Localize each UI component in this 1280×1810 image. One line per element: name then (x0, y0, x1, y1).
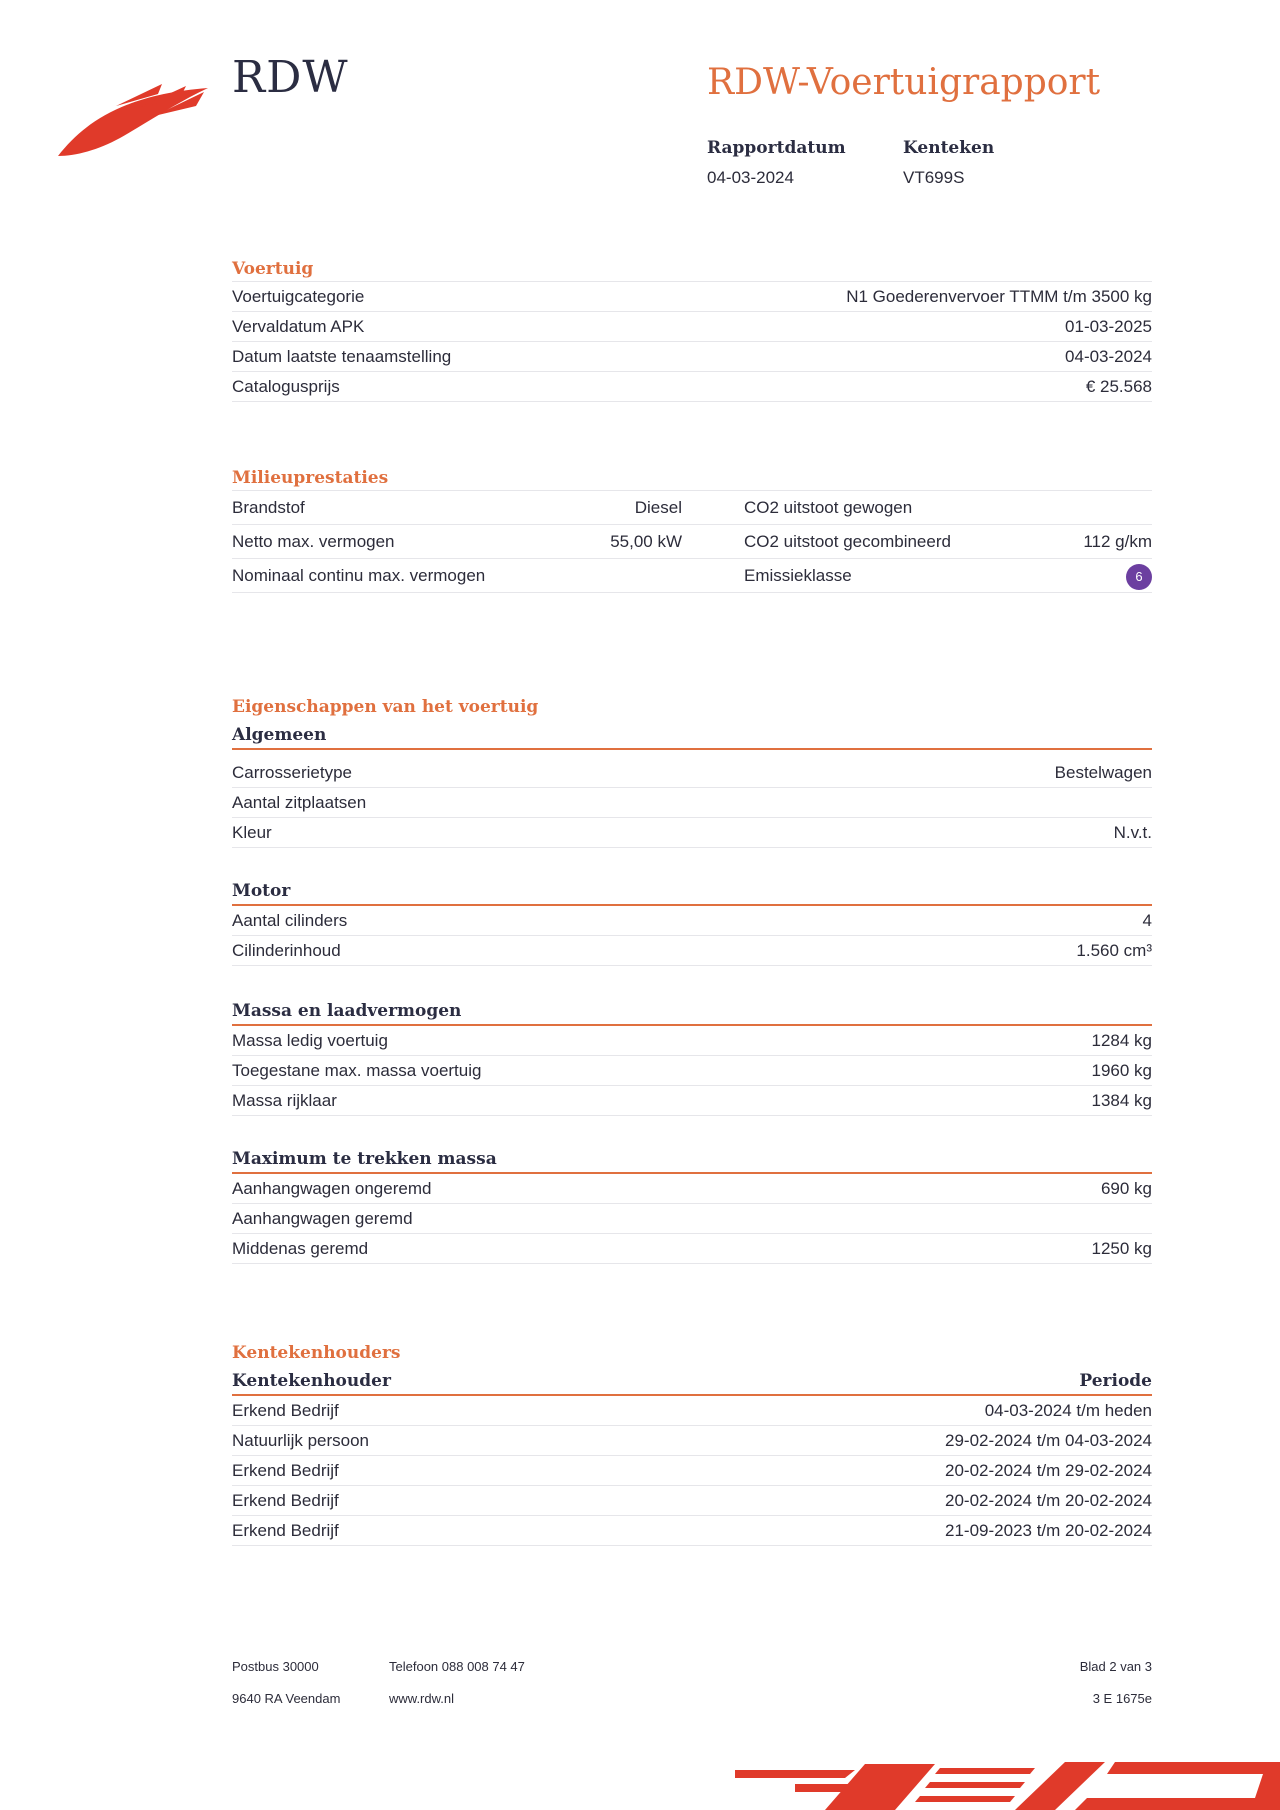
row-label: Aanhangwagen geremd (232, 1209, 413, 1228)
owner-holder: Erkend Bedrijf (232, 1491, 339, 1510)
plate-value: VT699S (903, 168, 965, 187)
row-value: 1284 kg (1091, 1031, 1152, 1050)
footer-address-line2: 9640 RA Veendam (232, 1691, 341, 1706)
row-label: Carrosserietype (232, 763, 352, 782)
row-label: Datum laatste tenaamstelling (232, 347, 452, 366)
general-subtitle: Algemeen (232, 720, 1152, 750)
row-value: Bestelwagen (1054, 763, 1152, 782)
environment-section-title: Milieuprestaties (232, 465, 1152, 491)
row-value: 4 (1142, 911, 1152, 930)
owner-period: 29-02-2024 t/m 04-03-2024 (945, 1431, 1152, 1450)
table-row (232, 372, 1152, 402)
table-row (232, 1234, 1152, 1264)
table-row (232, 758, 1152, 788)
report-title: RDW-Voertuigrapport (707, 62, 1101, 103)
environment-section (232, 465, 1152, 593)
row-value: 112 g/km (1083, 532, 1152, 551)
plate-label: Kenteken (903, 138, 995, 158)
footer-doc-code: 3 E 1675e (1092, 1691, 1152, 1706)
row-label: CO2 uitstoot gewogen (744, 498, 913, 517)
plate-block (903, 138, 994, 188)
table-row (232, 1056, 1152, 1086)
row-label: Emissieklasse (744, 566, 852, 585)
properties-section (232, 694, 1152, 1264)
engine-subtitle: Motor (232, 876, 1152, 906)
table-row (232, 1396, 1152, 1426)
table-row (232, 312, 1152, 342)
table-row (232, 491, 1152, 525)
owners-header-row (232, 1366, 1152, 1396)
row-value (602, 559, 682, 592)
row-value: 1960 kg (1091, 1061, 1152, 1080)
row-label: CO2 uitstoot gecombineerd (744, 532, 951, 551)
row-value: 1250 kg (1091, 1239, 1152, 1258)
emission-class-badge: 6 (1126, 564, 1152, 590)
table-row (232, 1174, 1152, 1204)
owners-section-title: Kentekenhouders (232, 1343, 401, 1363)
row-label: Netto max. vermogen (232, 532, 395, 551)
table-row (232, 936, 1152, 966)
col-period-header: Periode (1079, 1371, 1152, 1391)
row-value: Diesel (634, 498, 682, 517)
row-label: Massa rijklaar (232, 1091, 337, 1110)
footer-address (232, 1658, 340, 1722)
row-label: Aantal cilinders (232, 911, 348, 930)
table-row (232, 1486, 1152, 1516)
row-label: Kleur (232, 823, 272, 842)
row-value: 1.560 cm³ (1076, 941, 1152, 960)
emission-class-cell (1032, 559, 1152, 592)
report-date-block (707, 138, 846, 188)
owner-holder: Erkend Bedrijf (232, 1401, 339, 1420)
mass-subtitle: Massa en laadvermogen (232, 996, 1152, 1026)
owner-holder: Erkend Bedrijf (232, 1461, 339, 1480)
row-value: N1 Goederenvervoer TTMM t/m 3500 kg (846, 287, 1152, 306)
row-value: 04-03-2024 (1065, 347, 1152, 366)
owner-holder: Erkend Bedrijf (232, 1521, 339, 1540)
owner-period: 21-09-2023 t/m 20-02-2024 (945, 1521, 1152, 1540)
owner-holder: Natuurlijk persoon (232, 1431, 370, 1450)
table-row (232, 1026, 1152, 1056)
col-holder-header: Kentekenhouder (232, 1371, 391, 1391)
table-row (232, 1204, 1152, 1234)
row-value: 01-03-2025 (1065, 317, 1152, 336)
brand-name: RDW (232, 52, 349, 103)
row-value: 690 kg (1100, 1179, 1152, 1198)
towing-subtitle: Maximum te trekken massa (232, 1144, 1152, 1174)
row-value (1032, 491, 1152, 524)
footer-page-number: Blad 2 van 3 (1079, 1659, 1152, 1674)
owner-period: 04-03-2024 t/m heden (984, 1401, 1152, 1420)
table-row (232, 1516, 1152, 1546)
table-row (232, 559, 1152, 593)
row-label: Cilinderinhoud (232, 941, 341, 960)
table-row (232, 1456, 1152, 1486)
row-value: € 25.568 (1085, 377, 1152, 396)
footer-website-link[interactable]: www.rdw.nl (389, 1691, 455, 1706)
row-label: Aantal zitplaatsen (232, 793, 367, 812)
row-value: N.v.t. (1113, 823, 1152, 842)
row-label: Voertuigcategorie (232, 287, 365, 306)
table-row (232, 282, 1152, 312)
table-row (232, 1426, 1152, 1456)
footer-phone: Telefoon 088 008 74 47 (389, 1659, 525, 1674)
rdw-logo-icon (58, 80, 210, 160)
vehicle-section (232, 256, 1152, 402)
report-date-value: 04-03-2024 (707, 168, 794, 187)
row-label: Toegestane max. massa voertuig (232, 1061, 482, 1080)
table-row (232, 342, 1152, 372)
row-label: Aanhangwagen ongeremd (232, 1179, 432, 1198)
owner-period: 20-02-2024 t/m 29-02-2024 (945, 1461, 1152, 1480)
row-label: Middenas geremd (232, 1239, 369, 1258)
footer-page-info (952, 1658, 1152, 1722)
row-value: 1384 kg (1091, 1091, 1152, 1110)
decorative-stripes-icon (735, 1760, 1280, 1810)
table-row (232, 906, 1152, 936)
row-label: Nominaal continu max. vermogen (232, 566, 486, 585)
footer-contact (389, 1658, 525, 1722)
row-label: Vervaldatum APK (232, 317, 365, 336)
properties-section-title: Eigenschappen van het voertuig (232, 697, 539, 717)
row-label: Brandstof (232, 498, 305, 517)
row-label: Catalogusprijs (232, 377, 340, 396)
vehicle-section-title: Voertuig (232, 256, 1152, 282)
table-row (232, 818, 1152, 848)
table-row (232, 525, 1152, 559)
table-row (232, 788, 1152, 818)
row-value: 55,00 kW (610, 532, 682, 551)
table-row (232, 1086, 1152, 1116)
report-date-label: Rapportdatum (707, 138, 846, 158)
owner-period: 20-02-2024 t/m 20-02-2024 (945, 1491, 1152, 1510)
footer-address-line1: Postbus 30000 (232, 1659, 319, 1674)
owners-section (232, 1340, 1152, 1546)
row-label: Massa ledig voertuig (232, 1031, 388, 1050)
